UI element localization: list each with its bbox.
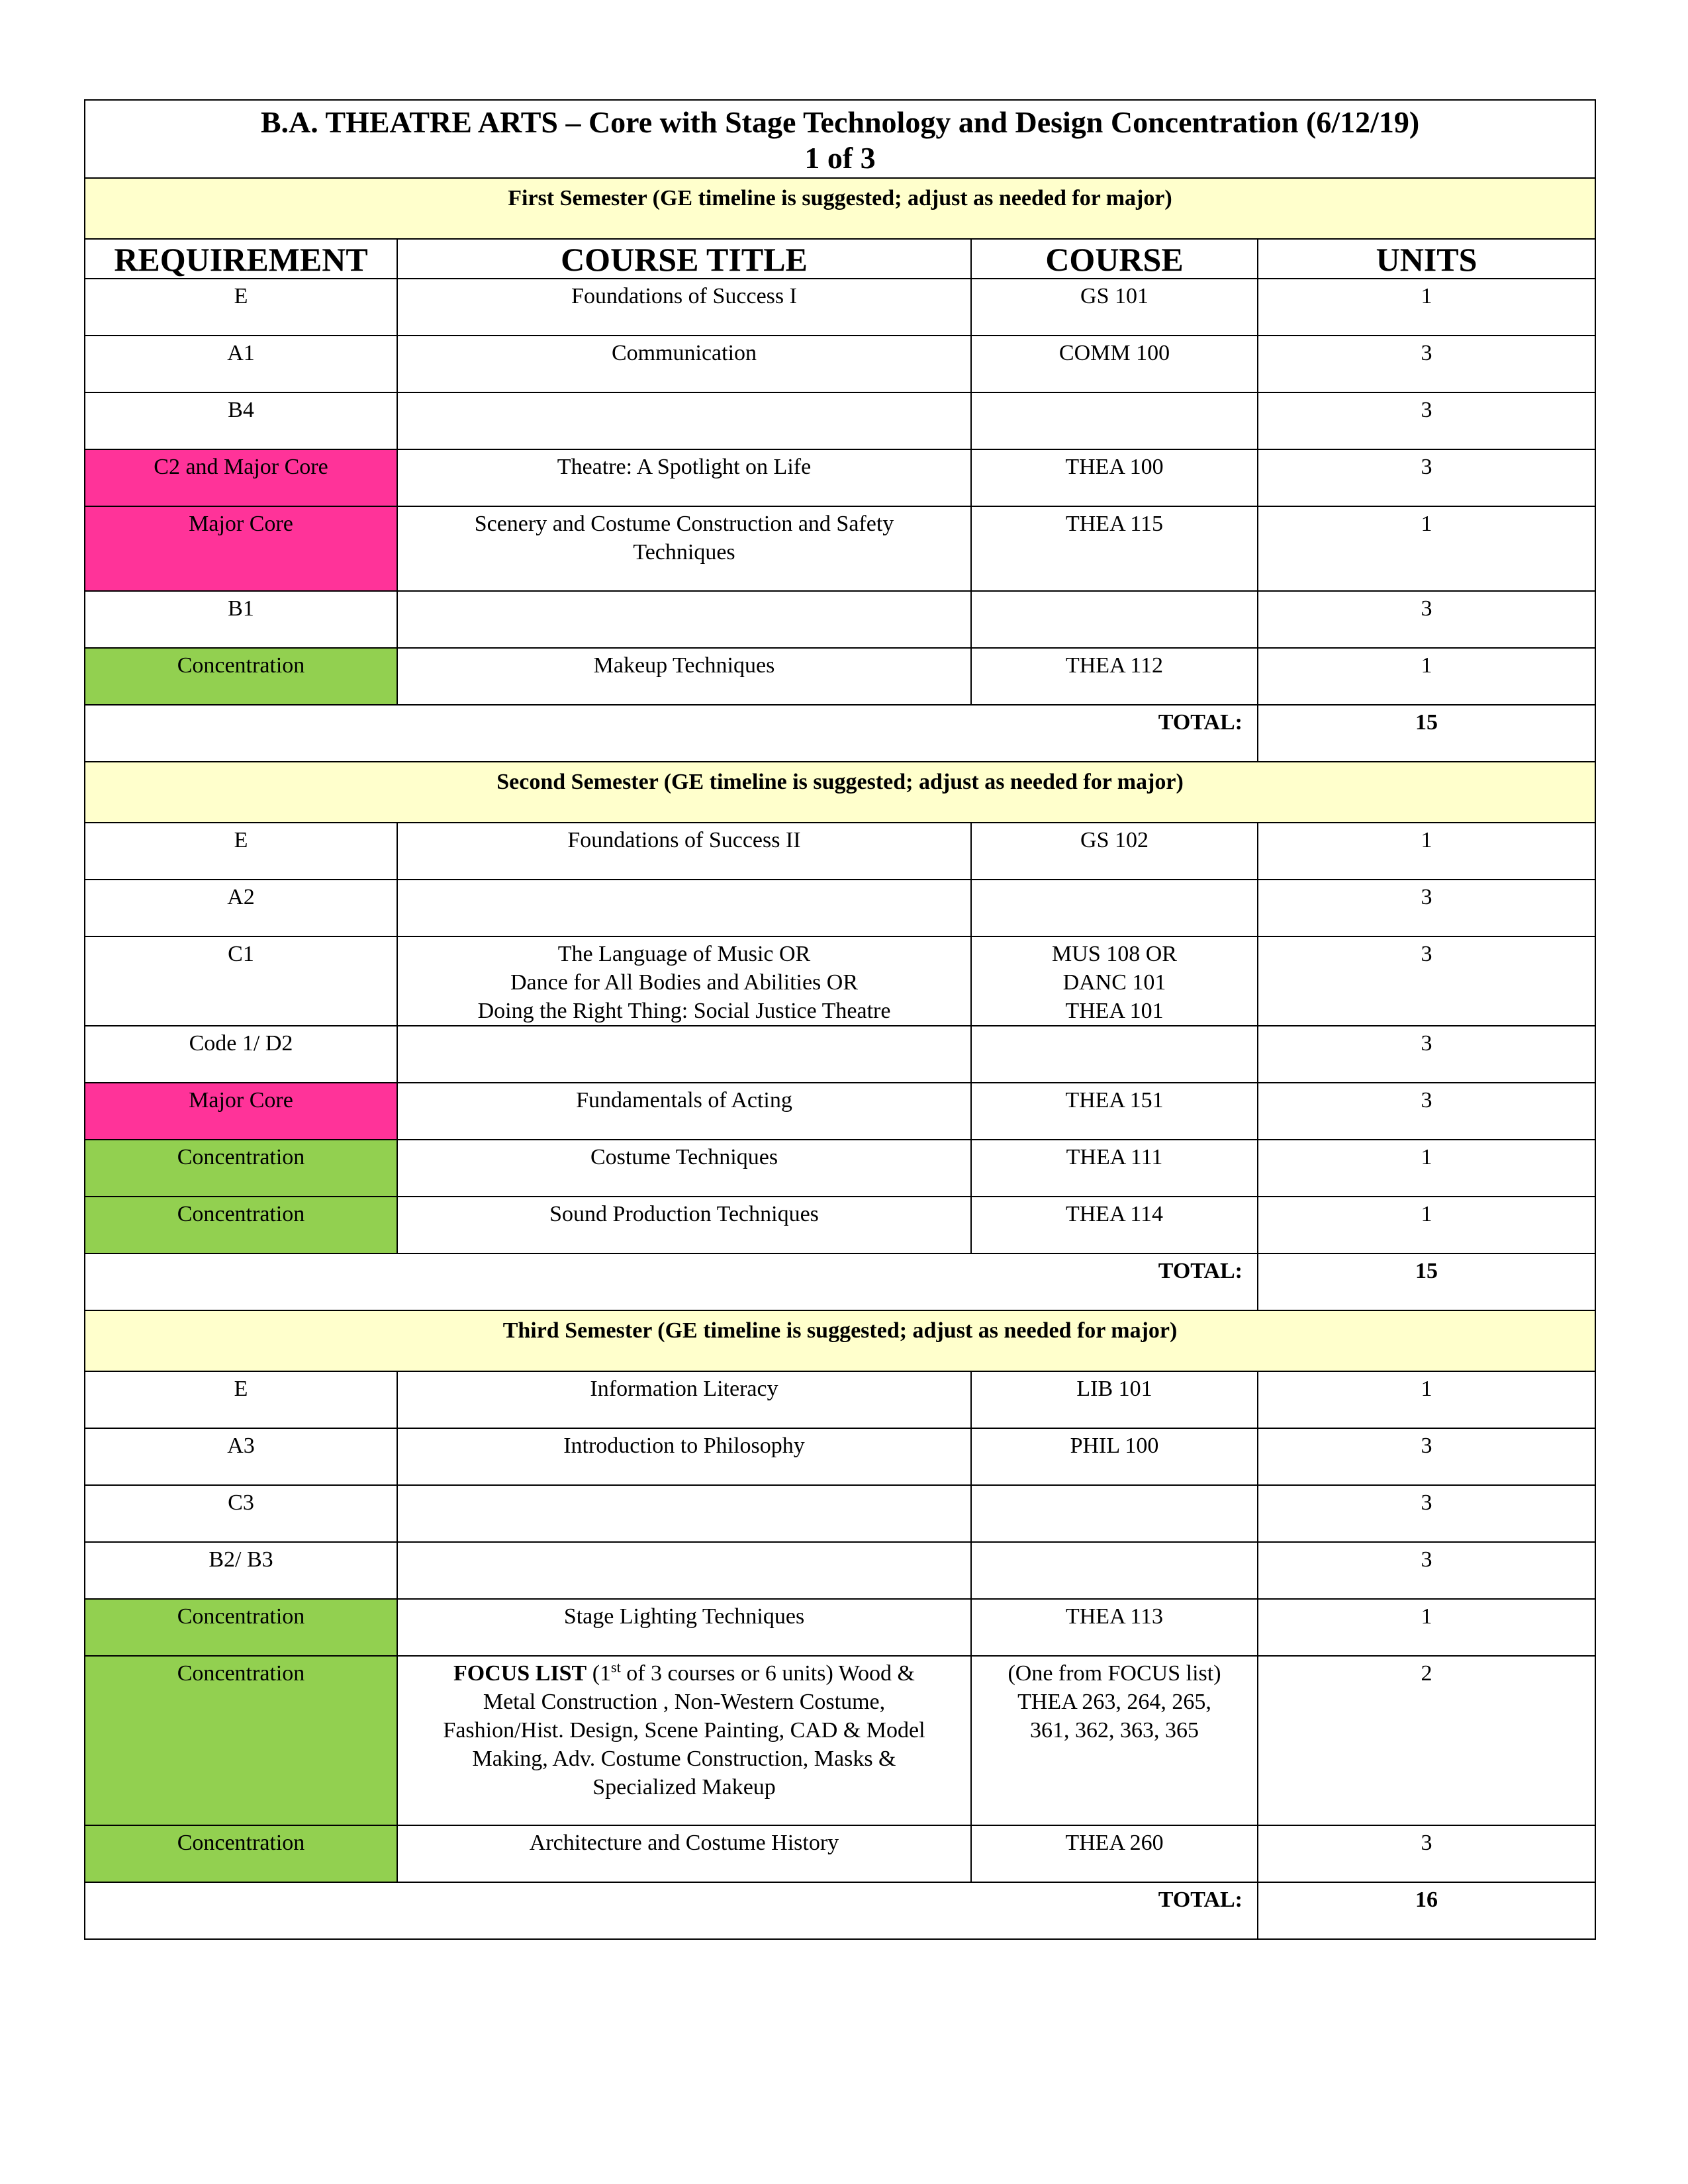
- title-row: [85, 100, 1595, 178]
- course-code-cell: [971, 1485, 1258, 1542]
- course-title-cell: [397, 1825, 971, 1882]
- cell-line: Theatre: A Spotlight on Life: [557, 455, 812, 479]
- cell-line: (One from FOCUS list): [1008, 1661, 1221, 1686]
- course-row: [85, 1428, 1595, 1485]
- course-title-cell: [397, 1371, 971, 1428]
- cell-line: Sound Production Techniques: [549, 1202, 819, 1226]
- cell-line: THEA 263, 264, 265,: [1017, 1690, 1211, 1714]
- cell-line: Doing the Right Thing: Social Justice Theatre: [477, 999, 891, 1023]
- semester-heading-row: [85, 178, 1595, 239]
- total-units: 15: [1258, 1253, 1595, 1310]
- course-title-cell: [397, 880, 971, 936]
- course-code-cell: [971, 1542, 1258, 1599]
- cell-line: LIB 101: [1076, 1377, 1152, 1401]
- cell-line: The Language of Music OR: [557, 942, 811, 966]
- focus-list-intro: [404, 1659, 964, 1688]
- course-title-cell: [397, 1599, 971, 1656]
- course-code-cell: [971, 648, 1258, 705]
- course-code-cell: [971, 449, 1258, 506]
- requirement-cell: Concentration: [85, 1825, 397, 1882]
- course-row: [85, 880, 1595, 936]
- cell-line: THEA 115: [1065, 512, 1163, 536]
- column-header-row: [85, 239, 1595, 279]
- focus-rest: of 3 courses or 6 units) Wood &: [620, 1661, 915, 1686]
- units-cell: 1: [1258, 1599, 1595, 1656]
- course-row: [85, 1371, 1595, 1428]
- course-plan-table: [84, 99, 1596, 1940]
- course-row: [85, 1825, 1595, 1882]
- course-code-cell: [971, 392, 1258, 449]
- course-code-cell: [971, 1371, 1258, 1428]
- units-cell: 3: [1258, 936, 1595, 1026]
- course-title-cell: [397, 648, 971, 705]
- requirement-cell: Concentration: [85, 1140, 397, 1197]
- cell-line: Fashion/Hist. Design, Scene Painting, CAD & Model: [443, 1718, 925, 1743]
- cell-line: THEA 101: [1065, 999, 1164, 1023]
- course-row: [85, 1599, 1595, 1656]
- course-row: [85, 392, 1595, 449]
- semester-heading-row: [85, 1310, 1595, 1371]
- requirement-cell: Concentration: [85, 1197, 397, 1253]
- column-header: COURSE: [971, 239, 1258, 279]
- cell-line: MUS 108 OR: [1052, 942, 1177, 966]
- requirement-cell: B2/ B3: [85, 1542, 397, 1599]
- semester-heading: Third Semester (GE timeline is suggested; adjust as needed for major): [85, 1310, 1595, 1371]
- requirement-cell: C2 and Major Core: [85, 449, 397, 506]
- total-units: 16: [1258, 1882, 1595, 1939]
- course-row: [85, 1197, 1595, 1253]
- cell-line: THEA 260: [1065, 1831, 1164, 1855]
- cell-line: THEA 114: [1065, 1202, 1163, 1226]
- cell-line: COMM 100: [1058, 341, 1170, 365]
- requirement-cell: E: [85, 1371, 397, 1428]
- requirement-cell: Concentration: [85, 648, 397, 705]
- requirement-cell: A3: [85, 1428, 397, 1485]
- course-title-cell: [397, 1197, 971, 1253]
- course-row: [85, 823, 1595, 880]
- course-code-cell: [971, 936, 1258, 1026]
- course-row: [85, 1026, 1595, 1083]
- focus-open: (1: [592, 1661, 612, 1686]
- cell-line: Introduction to Philosophy: [563, 1433, 805, 1458]
- course-code-cell: [971, 880, 1258, 936]
- course-code-cell: [971, 506, 1258, 591]
- cell-line: Stage Lighting Techniques: [563, 1604, 805, 1629]
- semester-heading-row: [85, 762, 1595, 823]
- course-code-cell: [971, 1599, 1258, 1656]
- requirement-cell: C1: [85, 936, 397, 1026]
- units-cell: 3: [1258, 1083, 1595, 1140]
- requirement-cell: B4: [85, 392, 397, 449]
- requirement-cell: Code 1/ D2: [85, 1026, 397, 1083]
- units-cell: 3: [1258, 1825, 1595, 1882]
- requirement-cell: Concentration: [85, 1656, 397, 1825]
- cell-line: Metal Construction , Non-Western Costume,: [483, 1690, 886, 1714]
- units-cell: 3: [1258, 1485, 1595, 1542]
- units-cell: 3: [1258, 449, 1595, 506]
- requirement-cell: Major Core: [85, 1083, 397, 1140]
- units-cell: 3: [1258, 336, 1595, 392]
- course-title-cell: [397, 506, 971, 591]
- course-row: [85, 449, 1595, 506]
- cell-line: Information Literacy: [590, 1377, 778, 1401]
- total-label: TOTAL:: [85, 705, 1258, 762]
- total-label: TOTAL:: [85, 1253, 1258, 1310]
- units-cell: 1: [1258, 823, 1595, 880]
- course-title-cell: [397, 392, 971, 449]
- document-title: B.A. THEATRE ARTS – Core with Stage Technology and Design Concentration (6/12/19): [260, 105, 1420, 139]
- total-row: [85, 1253, 1595, 1310]
- course-title-cell: [397, 449, 971, 506]
- cell-line: GS 101: [1080, 284, 1149, 308]
- units-cell: 1: [1258, 279, 1595, 336]
- units-cell: 3: [1258, 1026, 1595, 1083]
- cell-line: THEA 151: [1065, 1088, 1164, 1113]
- total-units: 15: [1258, 705, 1595, 762]
- cell-line: THEA 113: [1065, 1604, 1163, 1629]
- column-header: REQUIREMENT: [85, 239, 397, 279]
- course-title-cell: [397, 823, 971, 880]
- units-cell: 3: [1258, 591, 1595, 648]
- course-code-cell: [971, 591, 1258, 648]
- cell-line: Makeup Techniques: [593, 653, 775, 678]
- total-label: TOTAL:: [85, 1882, 1258, 1939]
- cell-line: Techniques: [633, 540, 735, 565]
- cell-line: Foundations of Success I: [571, 284, 797, 308]
- units-cell: 3: [1258, 880, 1595, 936]
- course-row: [85, 1083, 1595, 1140]
- course-title-cell: [397, 279, 971, 336]
- course-code-cell: [971, 1428, 1258, 1485]
- course-code-cell: [971, 1026, 1258, 1083]
- course-code-cell: [971, 1656, 1258, 1825]
- course-row: [85, 936, 1595, 1026]
- course-row: [85, 506, 1595, 591]
- cell-line: Costume Techniques: [590, 1145, 778, 1169]
- cell-line: THEA 112: [1065, 653, 1163, 678]
- course-title-cell: [397, 1542, 971, 1599]
- cell-line: DANC 101: [1062, 970, 1166, 995]
- course-code-cell: [971, 1083, 1258, 1140]
- course-title-cell: [397, 1026, 971, 1083]
- course-code-cell: [971, 1825, 1258, 1882]
- requirement-cell: E: [85, 279, 397, 336]
- course-code-cell: [971, 1140, 1258, 1197]
- focus-list-label: FOCUS LIST: [453, 1661, 587, 1686]
- requirement-cell: B1: [85, 591, 397, 648]
- units-cell: 3: [1258, 392, 1595, 449]
- cell-line: Fundamentals of Acting: [576, 1088, 792, 1113]
- course-title-cell: [397, 1485, 971, 1542]
- requirement-cell: C3: [85, 1485, 397, 1542]
- course-code-cell: [971, 823, 1258, 880]
- units-cell: 1: [1258, 648, 1595, 705]
- course-title-cell: [397, 1140, 971, 1197]
- course-title-cell: [397, 936, 971, 1026]
- cell-line: THEA 111: [1066, 1145, 1163, 1169]
- course-code-cell: [971, 336, 1258, 392]
- units-cell: 1: [1258, 1140, 1595, 1197]
- cell-line: Specialized Makeup: [592, 1775, 776, 1799]
- course-title-cell: [397, 1656, 971, 1825]
- cell-line: Foundations of Success II: [567, 828, 801, 852]
- course-row: [85, 591, 1595, 648]
- course-title-cell: [397, 336, 971, 392]
- semester-heading: First Semester (GE timeline is suggested; adjust as needed for major): [85, 178, 1595, 239]
- requirement-cell: E: [85, 823, 397, 880]
- units-cell: 3: [1258, 1428, 1595, 1485]
- course-code-cell: [971, 1197, 1258, 1253]
- course-title-cell: [397, 1083, 971, 1140]
- units-cell: 1: [1258, 1197, 1595, 1253]
- course-title-cell: [397, 1428, 971, 1485]
- cell-line: GS 102: [1080, 828, 1149, 852]
- course-row: [85, 1656, 1595, 1825]
- course-code-cell: [971, 279, 1258, 336]
- course-row: [85, 1542, 1595, 1599]
- total-row: [85, 1882, 1595, 1939]
- total-row: [85, 705, 1595, 762]
- cell-line: PHIL 100: [1070, 1433, 1159, 1458]
- cell-line: 361, 362, 363, 365: [1030, 1718, 1199, 1743]
- cell-line: THEA 100: [1065, 455, 1164, 479]
- requirement-cell: A1: [85, 336, 397, 392]
- column-header: UNITS: [1258, 239, 1595, 279]
- cell-line: Dance for All Bodies and Abilities OR: [510, 970, 859, 995]
- semester-heading: Second Semester (GE timeline is suggested; adjust as needed for major): [85, 762, 1595, 823]
- units-cell: 1: [1258, 506, 1595, 591]
- requirement-cell: A2: [85, 880, 397, 936]
- page-indicator: 1 of 3: [804, 141, 876, 175]
- course-row: [85, 1140, 1595, 1197]
- units-cell: 3: [1258, 1542, 1595, 1599]
- course-title-cell: [397, 591, 971, 648]
- column-header: COURSE TITLE: [397, 239, 971, 279]
- course-row: [85, 279, 1595, 336]
- course-row: [85, 648, 1595, 705]
- course-row: [85, 336, 1595, 392]
- cell-line: Communication: [611, 341, 757, 365]
- cell-line: Architecture and Costume History: [529, 1831, 839, 1855]
- course-row: [85, 1485, 1595, 1542]
- units-cell: 1: [1258, 1371, 1595, 1428]
- requirement-cell: Concentration: [85, 1599, 397, 1656]
- focus-sup: st: [611, 1659, 621, 1676]
- cell-line: Scenery and Costume Construction and Safety: [474, 512, 894, 536]
- document-title-cell: [85, 100, 1595, 178]
- requirement-cell: Major Core: [85, 506, 397, 591]
- cell-line: Making, Adv. Costume Construction, Masks &: [472, 1747, 896, 1771]
- units-cell: 2: [1258, 1656, 1595, 1825]
